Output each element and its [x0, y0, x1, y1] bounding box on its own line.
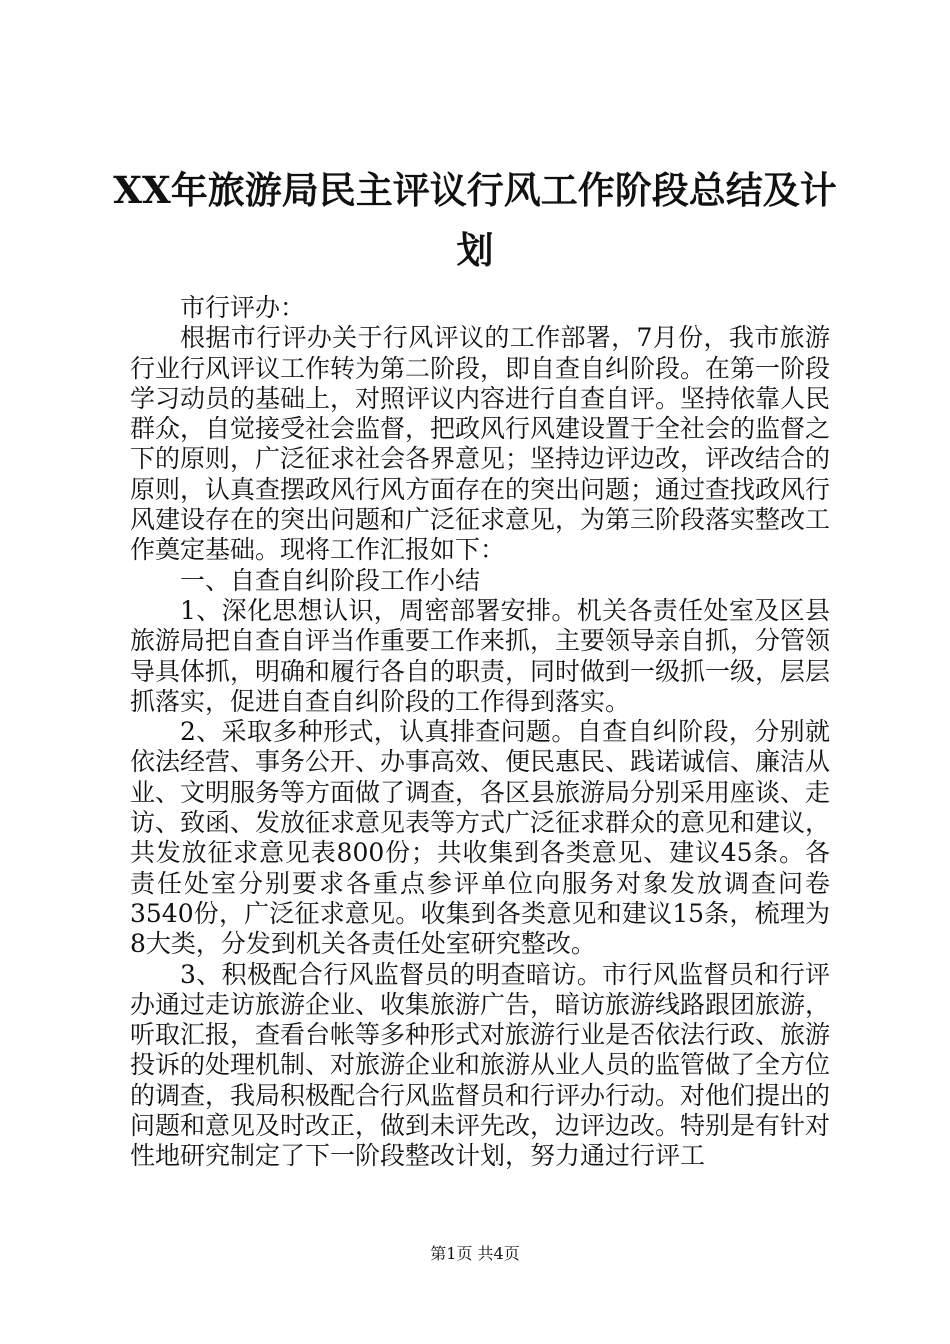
section-heading: 一、自查自纠阶段工作小结 [180, 565, 481, 595]
paragraph-intro: 根据市行评办关于行风评议的工作部署，7月份，我市旅游行业行风评议工作转为第二阶段，即自查自纠阶段。在第一阶段学习动员的基础上，对照评议内容进行自查自评。坚持依靠人民群众，自觉接受社会监督，把政风行风建设置于全社会的监督之下的原则，广泛征求社会各界意见；坚持边评边改，评改结合的原则，认真查摆政风行风方面存在的突出问题；通过查找政风行风建设存在的突出问题和广泛征求意见，为第三阶段落实整改工作奠定基础。现将工作汇报如下： [130, 323, 831, 565]
paragraph-item-3: 3、积极配合行风监督员的明查暗访。市行风监督员和行评办通过走访旅游企业、收集旅游广告，暗访旅游线路跟团旅游，听取汇报，查看台帐等多种形式对旅游行业是否依法行政、旅游投诉的处理机制、对旅游企业和旅游从业人员的监管做了全方位的调查，我局积极配合行风监督员和行评办行动。对他们提出的问题和意见及时改正，做到未评先改，边评边改。特别是有针对性地研究制定了下一阶段整改计划，努力通过行评工 [130, 959, 831, 1171]
page-footer: 第1页 共4页 [430, 1244, 520, 1263]
paragraph-item-1: 1、深化思想认识，周密部署安排。机关各责任处室及区县旅游局把自查自评当作重要工作来抓，主要领导亲自抓，分管领导具体抓，明确和履行各自的职责，同时做到一级抓一级，层层抓落实，促进自查自纠阶段的工作得到落实。 [130, 595, 831, 716]
document-title [100, 160, 850, 280]
title-line-2: 划 [456, 228, 494, 272]
title-line-1: XX年旅游局民主评议行风工作阶段总结及计 [113, 168, 837, 212]
salutation: 市行评办： [180, 293, 306, 322]
document-body [130, 293, 830, 1172]
paragraph-item-2: 2、采取多种形式，认真排查问题。自查自纠阶段，分别就依法经营、事务公开、办事高效、便民惠民、践诺诚信、廉洁从业、文明服务等方面做了调查，各区县旅游局分别采用座谈、走访、致函、发放征求意见表等方式广泛征求群众的意见和建议，共发放征求意见表800份；共收集到各类意见、建议45条。各责任处室分别要求各重点参评单位向服务对象发放调查问卷3540份，广泛征求意见。收集到各类意见和建议15条，梳理为8大类，分发到机关各责任处室研究整改。 [130, 717, 831, 959]
